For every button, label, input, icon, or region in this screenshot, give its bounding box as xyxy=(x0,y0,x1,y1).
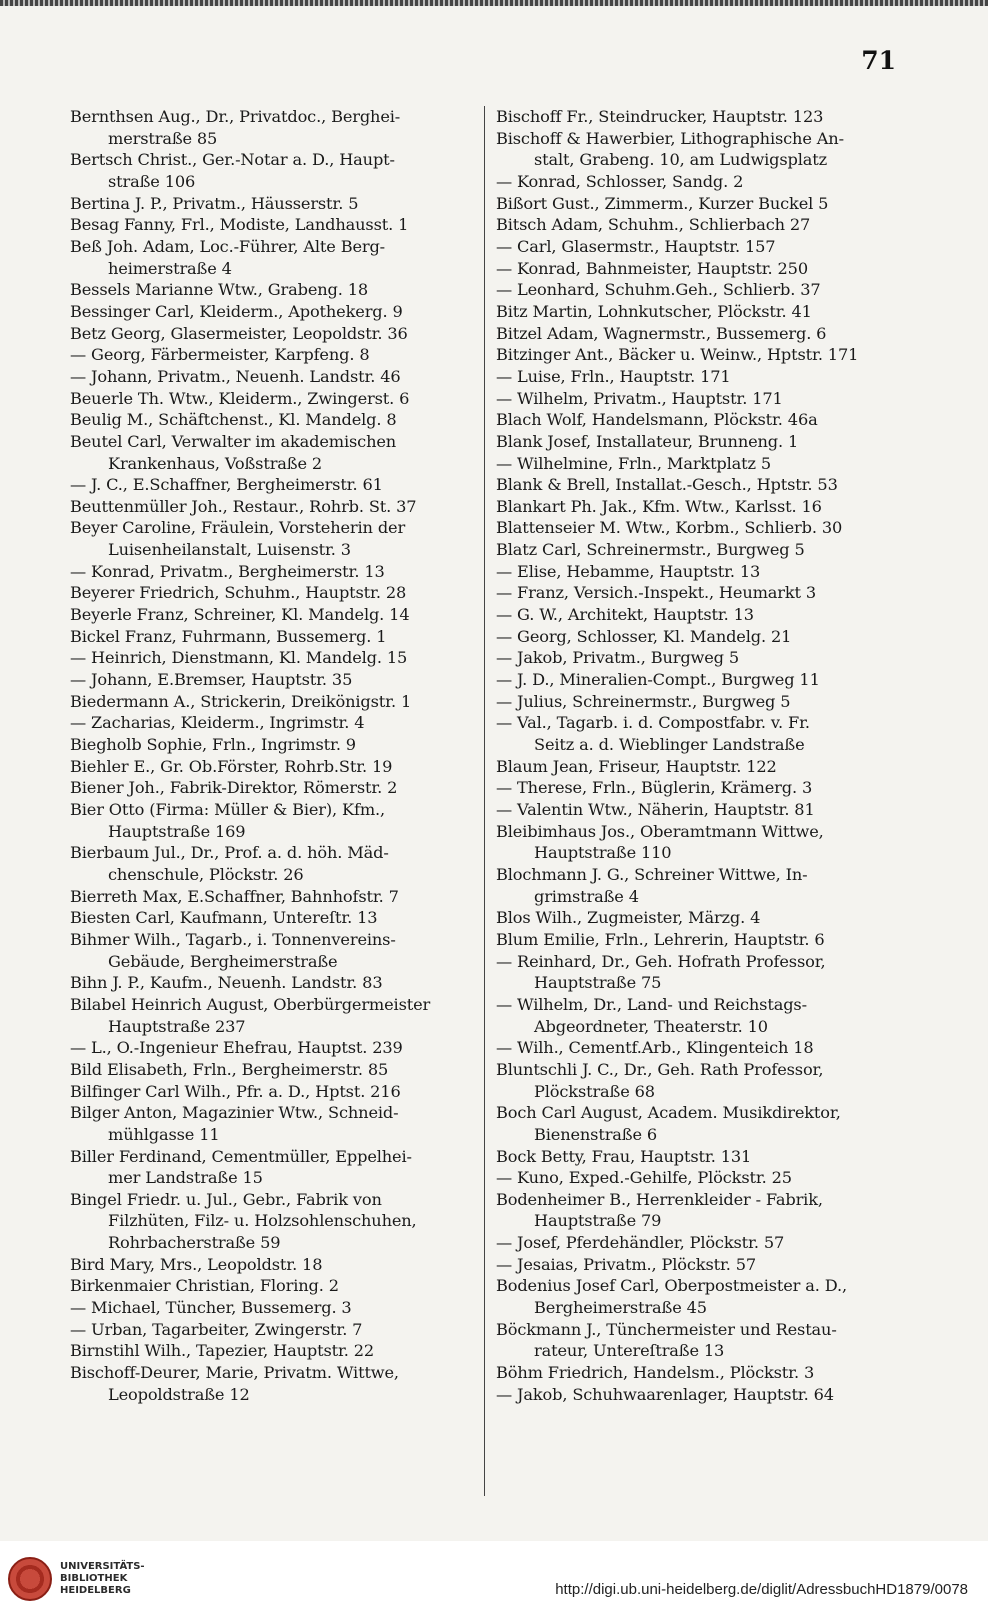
directory-entry: Biegholb Sophie, Frln., Ingrimstr. 9 xyxy=(70,735,356,755)
directory-entry: — Michael, Tüncher, Bussemerg. 3 xyxy=(70,1298,352,1318)
logo-line: BIBLIOTHEK xyxy=(60,1573,128,1584)
directory-entry: Blaum Jean, Friseur, Hauptstr. 122 xyxy=(496,756,777,776)
directory-entry: Blankart Ph. Jak., Kfm. Wtw., Karlsst. 16 xyxy=(496,496,822,516)
directory-entry: Bischoff & Hawerbier, Lithographische An- xyxy=(496,128,844,148)
directory-entry: — Konrad, Bahnmeister, Hauptstr. 250 xyxy=(496,258,808,278)
directory-entry: Bier Otto (Firma: Müller & Bier), Kfm., xyxy=(70,800,386,819)
directory-entry: Biehler E., Gr. Ob.Förster, Rohrb.Str. 19 xyxy=(70,756,393,776)
directory-entry: — Kuno, Exped.-Gehilfe, Plöckstr. 25 xyxy=(496,1168,792,1188)
directory-entry: Beyer Caroline, Fräulein, Vorsteherin der xyxy=(70,518,406,538)
directory-entry: — Jesaias, Privatm., Plöckstr. 57 xyxy=(496,1254,757,1274)
directory-entry: Böhm Friedrich, Handelsm., Plöckstr. 3 xyxy=(496,1363,815,1383)
directory-entry: Bird Mary, Mrs., Leopoldstr. 18 xyxy=(70,1254,323,1274)
directory-entry-continuation: grimstraße 4 xyxy=(534,886,639,906)
directory-entry: Bischoff Fr., Steindrucker, Hauptstr. 123 xyxy=(496,107,824,126)
directory-entry: Bilger Anton, Magazinier Wtw., Schneid- xyxy=(70,1103,399,1123)
directory-entry: — G. W., Architekt, Hauptstr. 13 xyxy=(496,605,754,625)
directory-entry: — Georg, Schlosser, Kl. Mandelg. 21 xyxy=(496,626,792,646)
directory-entry: Besag Fanny, Frl., Modiste, Landhausst. 1 xyxy=(70,215,409,235)
directory-entry: Bihmer Wilh., Tagarb., i. Tonnenvereins- xyxy=(70,929,396,949)
directory-entry: — Franz, Versich.-Inspekt., Heumarkt 3 xyxy=(496,583,817,603)
directory-entry: — Julius, Schreinermstr., Burgweg 5 xyxy=(496,691,791,711)
logo-line: UNIVERSITÄTS- xyxy=(60,1561,145,1572)
directory-entry: — Leonhard, Schuhm.Geh., Schlierb. 37 xyxy=(496,280,821,300)
directory-entry: — Johann, E.Bremser, Hauptstr. 35 xyxy=(70,670,353,690)
directory-entry: Biesten Carl, Kaufmann, Untereſtr. 13 xyxy=(70,908,378,928)
directory-entry: Bleibimhaus Jos., Oberamtmann Wittwe, xyxy=(496,821,824,841)
directory-entry: — Johann, Privatm., Neuenh. Landstr. 46 xyxy=(70,366,401,386)
page-number: 71 xyxy=(861,46,896,75)
directory-entry: Bitz Martin, Lohnkutscher, Plöckstr. 41 xyxy=(496,301,812,321)
directory-entry-continuation: rateur, Untereſtraße 13 xyxy=(534,1341,725,1361)
directory-entry-continuation: Seitz a. d. Wieblinger Landstraße xyxy=(534,735,805,755)
logo-text xyxy=(60,1561,145,1597)
directory-entry-continuation: Gebäude, Bergheimerstraße xyxy=(108,951,338,971)
directory-entry: — Josef, Pferdehändler, Plöckstr. 57 xyxy=(496,1233,785,1253)
directory-entry-continuation: Hauptstraße 75 xyxy=(534,973,662,993)
directory-entry: — Elise, Hebamme, Hauptstr. 13 xyxy=(496,561,761,581)
directory-entry: — Zacharias, Kleiderm., Ingrimstr. 4 xyxy=(70,713,365,733)
directory-entry: Böckmann J., Tünchermeister und Restau- xyxy=(496,1319,837,1339)
directory-entry: Beyerer Friedrich, Schuhm., Hauptstr. 28 xyxy=(70,583,407,603)
directory-entry: Bingel Friedr. u. Jul., Gebr., Fabrik von xyxy=(70,1189,382,1209)
library-logo[interactable] xyxy=(8,1557,145,1601)
directory-entry: — Reinhard, Dr., Geh. Hofrath Professor, xyxy=(496,951,826,971)
directory-entry: — Wilhelm, Dr., Land- und Reichstags- xyxy=(496,994,807,1014)
directory-entry-continuation: Abgeordneter, Theaterstr. 10 xyxy=(534,1016,768,1036)
directory-entry-continuation: mühlgasse 11 xyxy=(108,1124,220,1144)
directory-entry: Biller Ferdinand, Cementmüller, Eppelhei- xyxy=(70,1146,412,1166)
directory-entry: Blank Josef, Installateur, Brunneng. 1 xyxy=(496,431,799,451)
footer-bar xyxy=(0,1541,988,1621)
directory-entry: Bertina J. P., Privatm., Häusserstr. 5 xyxy=(70,193,359,213)
directory-entry: Blum Emilie, Frln., Lehrerin, Hauptstr. 6 xyxy=(496,929,825,949)
directory-entry-continuation: Luisenheilanstalt, Luisenstr. 3 xyxy=(108,540,351,560)
directory-entry: Beuerle Th. Wtw., Kleiderm., Zwingerst. 6 xyxy=(70,388,410,408)
directory-entry: — J. D., Mineralien-Compt., Burgweg 11 xyxy=(496,670,820,690)
directory-entry: Bodenheimer B., Herrenkleider - Fabrik, xyxy=(496,1189,823,1209)
directory-entry: — Konrad, Schlosser, Sandg. 2 xyxy=(496,171,744,191)
directory-entry-continuation: Leopoldstraße 12 xyxy=(108,1384,250,1404)
directory-entry: — J. C., E.Schaffner, Bergheimerstr. 61 xyxy=(70,475,383,495)
directory-entry: Beutel Carl, Verwalter im akademischen xyxy=(70,431,397,451)
source-url[interactable]: http://digi.ub.uni-heidelberg.de/diglit/AdressbuchHD1879/0078 xyxy=(555,1581,968,1598)
directory-entry: Bierreth Max, E.Schaffner, Bahnhofstr. 7 xyxy=(70,886,399,906)
directory-entry: Biener Joh., Fabrik-Direktor, Römerstr. 2 xyxy=(70,778,398,798)
directory-entry: Beyerle Franz, Schreiner, Kl. Mandelg. 14 xyxy=(70,605,410,625)
directory-entry: Bitsch Adam, Schuhm., Schlierbach 27 xyxy=(496,215,811,235)
directory-entry-continuation: Hauptstraße 169 xyxy=(108,821,246,841)
directory-entry: — Wilhelmine, Frln., Marktplatz 5 xyxy=(496,453,772,473)
directory-entry: Bessinger Carl, Kleiderm., Apothekerg. 9 xyxy=(70,301,403,321)
directory-entry: — Heinrich, Dienstmann, Kl. Mandelg. 15 xyxy=(70,648,408,668)
logo-line: HEIDELBERG xyxy=(60,1585,131,1596)
right-column xyxy=(496,106,916,1405)
directory-entry: Biedermann A., Strickerin, Dreikönigstr. 1 xyxy=(70,691,412,711)
directory-entry: Blach Wolf, Handelsmann, Plöckstr. 46a xyxy=(496,410,818,430)
directory-entry: Bischoff-Deurer, Marie, Privatm. Wittwe, xyxy=(70,1363,399,1383)
directory-entry: Beß Joh. Adam, Loc.-Führer, Alte Berg- xyxy=(70,236,385,256)
directory-entry: Bihn J. P., Kaufm., Neuenh. Landstr. 83 xyxy=(70,973,383,993)
directory-entry-continuation: heimerstraße 4 xyxy=(108,258,232,278)
directory-entry: Bluntschli J. C., Dr., Geh. Rath Professor, xyxy=(496,1059,824,1079)
university-seal-icon xyxy=(8,1557,52,1601)
column-divider xyxy=(484,106,485,1496)
directory-entry: Bertsch Christ., Ger.-Notar a. D., Haupt- xyxy=(70,150,395,170)
directory-entry: — Val., Tagarb. i. d. Compostfabr. v. Fr. xyxy=(496,713,810,733)
directory-entry: — Jakob, Schuhwaarenlager, Hauptstr. 64 xyxy=(496,1384,834,1404)
directory-entry: Bitzel Adam, Wagnermstr., Bussemerg. 6 xyxy=(496,323,827,343)
directory-entry-continuation: Bergheimerstraße 45 xyxy=(534,1298,707,1318)
directory-entry-continuation: mer Landstraße 15 xyxy=(108,1168,263,1188)
directory-entry: Blank & Brell, Installat.-Gesch., Hptstr. 53 xyxy=(496,475,838,495)
directory-entry: — Georg, Färbermeister, Karpfeng. 8 xyxy=(70,345,370,365)
directory-entry-continuation: Filzhüten, Filz- u. Holzsohlenschuhen, xyxy=(108,1211,417,1231)
directory-entry: Bernthsen Aug., Dr., Privatdoc., Berghei- xyxy=(70,107,401,126)
directory-entry-continuation: stalt, Grabeng. 10, am Ludwigsplatz xyxy=(534,150,828,170)
directory-entry: Bilfinger Carl Wilh., Pfr. a. D., Hptst. 216 xyxy=(70,1081,401,1101)
directory-entry: Blochmann J. G., Schreiner Wittwe, In- xyxy=(496,864,808,884)
directory-entry: Bilabel Heinrich August, Oberbürgermeister xyxy=(70,994,431,1014)
directory-entry: Bißort Gust., Zimmerm., Kurzer Buckel 5 xyxy=(496,193,829,213)
directory-entry: — Wilh., Cementf.Arb., Klingenteich 18 xyxy=(496,1038,814,1058)
directory-entry: Bock Betty, Frau, Hauptstr. 131 xyxy=(496,1146,752,1166)
directory-entry-continuation: Rohrbacherstraße 59 xyxy=(108,1233,281,1253)
directory-entry: Beuttenmüller Joh., Restaur., Rohrb. St. 37 xyxy=(70,496,417,516)
directory-entry: Birnstihl Wilh., Tapezier, Hauptstr. 22 xyxy=(70,1341,375,1361)
directory-entry: Beulig M., Schäftchenst., Kl. Mandelg. 8 xyxy=(70,410,397,430)
directory-entry: Betz Georg, Glasermeister, Leopoldstr. 36 xyxy=(70,323,408,343)
directory-entry: — Konrad, Privatm., Bergheimerstr. 13 xyxy=(70,561,385,581)
directory-entry-continuation: straße 106 xyxy=(108,171,196,191)
directory-entry: — Therese, Frln., Büglerin, Krämerg. 3 xyxy=(496,778,813,798)
directory-entry: — Jakob, Privatm., Burgweg 5 xyxy=(496,648,740,668)
directory-entry: Blatz Carl, Schreinermstr., Burgweg 5 xyxy=(496,540,805,560)
directory-entry-continuation: merstraße 85 xyxy=(108,128,218,148)
directory-entry-continuation: Bienenstraße 6 xyxy=(534,1124,658,1144)
directory-entry: Bild Elisabeth, Frln., Bergheimerstr. 85 xyxy=(70,1059,389,1079)
directory-entry: — Valentin Wtw., Näherin, Hauptstr. 81 xyxy=(496,800,815,819)
directory-entry: Boch Carl August, Academ. Musikdirektor, xyxy=(496,1103,841,1123)
directory-entry: Bessels Marianne Wtw., Grabeng. 18 xyxy=(70,280,369,300)
directory-entry-continuation: Hauptstraße 237 xyxy=(108,1016,246,1036)
directory-entry: Bierbaum Jul., Dr., Prof. a. d. höh. Mäd- xyxy=(70,843,389,863)
directory-entry-continuation: Hauptstraße 79 xyxy=(534,1211,662,1231)
directory-entry: — Carl, Glasermstr., Hauptstr. 157 xyxy=(496,236,776,256)
directory-entry: Bitzinger Ant., Bäcker u. Weinw., Hptstr. 171 xyxy=(496,345,859,365)
directory-entry: Blos Wilh., Zugmeister, Märzg. 4 xyxy=(496,908,761,928)
directory-entry: — L., O.-Ingenieur Ehefrau, Hauptst. 239 xyxy=(70,1038,403,1058)
directory-entry: Birkenmaier Christian, Floring. 2 xyxy=(70,1276,339,1296)
directory-entry: — Wilhelm, Privatm., Hauptstr. 171 xyxy=(496,388,783,408)
directory-entry: Bickel Franz, Fuhrmann, Bussemerg. 1 xyxy=(70,626,387,646)
directory-entry-continuation: Hauptstraße 110 xyxy=(534,843,672,863)
directory-entry: — Urban, Tagarbeiter, Zwingerstr. 7 xyxy=(70,1319,363,1339)
directory-entry-continuation: chenschule, Plöckstr. 26 xyxy=(108,864,304,884)
directory-entry-continuation: Krankenhaus, Voßstraße 2 xyxy=(108,453,323,473)
directory-entry-continuation: Plöckstraße 68 xyxy=(534,1081,655,1101)
directory-entry: Blattenseier M. Wtw., Korbm., Schlierb. 30 xyxy=(496,518,843,538)
directory-entry: Bodenius Josef Carl, Oberpostmeister a. D., xyxy=(496,1276,848,1296)
left-column xyxy=(70,106,500,1405)
directory-entry: — Luise, Frln., Hauptstr. 171 xyxy=(496,366,731,386)
scanned-page xyxy=(0,6,988,1541)
